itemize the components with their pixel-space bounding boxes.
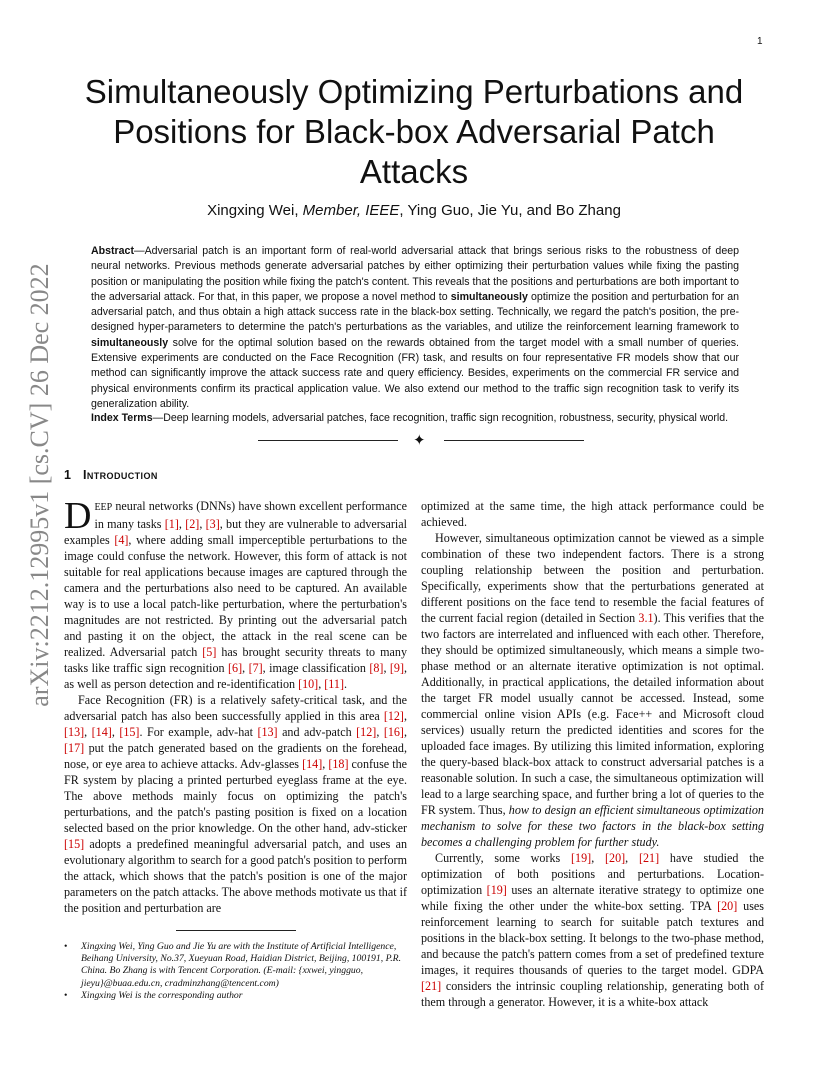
- paper-title: Simultaneously Optimizing Perturbations and Positions for Black-box Adversarial Patch Attacks: [84, 73, 744, 190]
- index-terms-text: —Deep learning models, adversarial patches, face recognition, traffic sign recognition, robustness, security, physical world.: [152, 412, 729, 424]
- text-run: put the patch generated based on the gradients on the forehead, nose, or eye area to achieve attacks. Adv-glasses: [64, 741, 407, 771]
- right-column: [421, 498, 764, 1010]
- abstract: [91, 244, 739, 412]
- text-run: , image classification: [262, 661, 370, 675]
- footnotes: [64, 941, 407, 1002]
- intro-paragraph-1: DEEP neural networks (DNNs) have shown excellent performance in many tasks [1], [2], [3], but they are vulnerable to adversarial examples [4], where adding small imperceptible perturbations to the image could confuse the network. However, this form of attack is not suitable for real applications because images are captured through the camera and the perturbations also need to be captured. An available way is to use a local patch-like perturbation, where the perturbation's magnitudes are not restricted. By printing out the adversarial patch and pasting it on the object, the attack in the real scene can be realized. Adversarial patch [5] has brought security threats to many tasks like traffic sign recognition [6], [7], image classification [8], [9], as well as person detection and re-identification [10], [11].: [64, 495, 408, 691]
- author-membership: Member, IEEE: [302, 202, 400, 219]
- author-first: Xingxing Wei,: [207, 202, 303, 219]
- citation-link[interactable]: [13]: [64, 725, 85, 739]
- citation-link[interactable]: [11]: [324, 677, 344, 691]
- divider-line: [444, 440, 584, 441]
- citation-link[interactable]: [21]: [638, 851, 660, 865]
- citation-link[interactable]: [8]: [369, 661, 384, 675]
- bullet-icon: •: [64, 989, 68, 1001]
- citation-link[interactable]: [4]: [114, 533, 129, 547]
- text-run: Face Recognition (FR) is a relatively safety-critical task, and the adversarial patch has also been successfully applied in this area: [64, 693, 407, 723]
- footnote-corresponding: [64, 990, 407, 1002]
- index-terms: [91, 411, 739, 426]
- arxiv-watermark: [20, 263, 60, 707]
- text-run: , where adding small imperceptible perturbations to the image could confuse the network. However, this form of attack is not suitable for real applications because images are captured through the camera and the perturbations also need to be captured. An available way is to use a local patch-like perturbation, where the perturbation's magnitudes are not restricted. By printing out the adversarial patch and pasting it on the object, the attack in the real scene can be realized. Adversarial patch: [64, 533, 408, 659]
- citation-link[interactable]: [17]: [64, 741, 85, 755]
- text-run: . For example, adv-hat: [139, 725, 258, 739]
- citation-link[interactable]: [12]: [356, 725, 377, 739]
- citation-link[interactable]: [5]: [202, 645, 217, 659]
- author-rest: , Ying Guo, Jie Yu, and Bo Zhang: [399, 202, 621, 219]
- abstract-text: solve for the optimal solution based on the rewards obtained from the target model with a small number of queries. Extensive experiments are conducted on the Face Recognition (FR) task, and results on four representative FR models show that our method can significantly improve the attack success rate and query efficiency. Besides, experiments on the commercial FR service and physical environments confirm its practical application value. We also extend our method to the traffic sign recognition task to verify its generalization ability.: [91, 336, 739, 410]
- abstract-emphasis: simultaneously: [450, 290, 528, 303]
- section-title: Introduction: [82, 468, 158, 482]
- citation-link[interactable]: [3]: [205, 517, 220, 531]
- citation-link[interactable]: [1]: [164, 517, 179, 531]
- citation-link[interactable]: [13]: [257, 725, 278, 739]
- section-divider: [258, 433, 584, 449]
- dropcap: D: [64, 495, 92, 537]
- index-terms-label: Index Terms: [91, 412, 153, 424]
- text-run: and adv-patch: [277, 725, 357, 739]
- citation-link[interactable]: [10]: [298, 677, 319, 691]
- page-number: 1: [757, 36, 763, 47]
- citation-link[interactable]: [15]: [119, 725, 140, 739]
- citation-link[interactable]: [21]: [421, 979, 442, 993]
- citation-link[interactable]: [2]: [185, 517, 200, 531]
- abstract-emphasis: simultaneously: [91, 336, 169, 349]
- citation-link[interactable]: [19]: [571, 851, 592, 865]
- text-run: , as well as person detection and re-identification: [64, 661, 408, 691]
- citation-link[interactable]: [20]: [605, 851, 626, 865]
- text-run: have studied the optimization of both positions and perturbations. Location-optimization: [421, 851, 765, 897]
- section-number: 1: [64, 468, 72, 482]
- text-run: Currently, some works: [435, 851, 572, 865]
- text-run: However, simultaneous optimization cannot be viewed as a simple combination of these two independent factors. There is a strong coupling relationship between the position and perturbation. Specifically, experiments show that the perturbations generated at different positions on the face tend to resemble the facial features of the current facial region (detailed in Section: [421, 531, 764, 625]
- text-run: has brought security threats to many tasks like traffic sign recognition: [64, 645, 407, 675]
- bullet-icon: •: [64, 941, 68, 952]
- footnote-text: Xingxing Wei is the corresponding author: [81, 989, 243, 1001]
- citation-link[interactable]: [12]: [383, 709, 404, 723]
- citation-link[interactable]: [20]: [717, 899, 738, 913]
- citation-link[interactable]: [15]: [64, 837, 85, 851]
- text-run: confuse the FR system by placing a printed perturbed eyeglass frame at the eye. The above methods mainly focus on optimizing the patch's perturbations, and the patch's pasting position is fixed on a location selected based on the prior knowledge. On the other hand, adv-sticker: [64, 757, 407, 835]
- text-run: uses an alternate iterative strategy to optimize one while fixing the other under the white-box setting. TPA: [421, 883, 765, 913]
- citation-link[interactable]: [14]: [302, 757, 323, 771]
- intro-paragraph-2: Face Recognition (FR) is a relatively safety-critical task, and the adversarial patch has also been successfully applied in this area [12], [13], [14], [15]. For example, adv-hat [13] and adv-patch [12], [16], [17] put the patch generated based on the gradients on the forehead, nose, or eye area to achieve attacks. Adv-glasses [14], [18] confuse the FR system by placing a printed perturbed eyeglass frame at the eye. The above methods mainly focus on optimizing the patch's perturbations, and the patch's pasting position is fixed on a location selected based on the prior knowledge. On the other hand, adv-sticker [15] adopts a predefined meaningful adversarial patch, and uses an evolutionary algorithm to search for a good patch's position to perform the attack, which shows that the patch's position is one of the major parameters on the patch attacks. The above methods motivate us that if the position and perturbation are: [64, 693, 407, 915]
- footnote-affiliation: [64, 941, 407, 990]
- abstract-text: optimize the position and perturbation for an adversarial patch, and thus obtain a high attack success rate in the black-box setting. Technically, we regard the patch's position, the pre-designed hyper-parameters to determine the patch's perturbations as the variables, and utilize the reinforcement learning framework to: [91, 290, 739, 334]
- text-run: considers the intrinsic coupling relationship, generating both of them through a generator. However, it is a white-box attack: [421, 979, 764, 1009]
- section-heading: [64, 468, 158, 482]
- divider-line: [258, 440, 398, 441]
- intro-paragraph-4: [421, 530, 764, 850]
- text-run: , but they are vulnerable to adversarial examples: [64, 517, 407, 547]
- citation-link[interactable]: [14]: [91, 725, 112, 739]
- citation-link[interactable]: [19]: [486, 883, 507, 897]
- divider-star-icon: ✦: [413, 433, 426, 449]
- citation-link[interactable]: [16]: [383, 725, 404, 739]
- smallcaps-start: EEP: [94, 502, 113, 513]
- text-run: uses reinforcement learning to search for suitable patch textures and positions in the black-box setting. It belongs to the two-phase method, and because the patch's pattern comes from a set of predefined texture images, it requires thousands of queries to the target model. GDPA: [421, 899, 764, 977]
- section-ref-link[interactable]: 3.1: [638, 611, 654, 625]
- left-column: [64, 495, 408, 916]
- citation-link[interactable]: [6]: [228, 661, 243, 675]
- citation-link[interactable]: [9]: [389, 661, 404, 675]
- footnote-rule: [176, 930, 296, 931]
- citation-link[interactable]: [18]: [328, 757, 349, 771]
- text-run: neural networks (DNNs) have shown excellent performance in many tasks: [94, 499, 407, 531]
- abstract-label: Abstract: [91, 245, 134, 257]
- text-run: ). This verifies that the two factors are interrelated and influenced with each other. Therefore, they should be optimized simultaneously, which means a simple two-phase method or an alternate iterative optimization is not optimal. Additionally, in practical applications, the detailed information about the target FR model usually cannot be accessed. Instead, some commercial online vision APIs (e.g. Face++ and Microsoft cloud services) usually return the predicted identities and scores for the uploaded face images. By utilizing this limited information, exploring the query-based black-box attack to construct adversarial patches is a reasonable solution. In such a case, the simultaneous optimization will lead to a large searching space, and further bring a lot of queries to the FR system. Thus,: [421, 611, 764, 817]
- footnote-text: Xingxing Wei, Ying Guo and Jie Yu are with the Institute of Artificial Intelligence, Beihang University, No.37, Xueyuan Road, Haidian District, Beijing, 100191, P.R. China. Bo Zhang is with Tencent Corporation. (E-mail: {xxwei, yingguo, jieyu}@buaa.edu.cn, cradminzhang@tencent.com): [81, 941, 402, 989]
- intro-paragraph-5: Currently, some works [19], [20], [21] have studied the optimization of both positions and perturbations. Location-optimization [19] uses an alternate iterative strategy to optimize one while fixing the other under the white-box setting. TPA [20] uses reinforcement learning to search for suitable patch textures and positions in the black-box setting. It belongs to the two-phase method, and because the patch's pattern comes from a set of predefined texture images, it requires thousands of queries to the target model. GDPA [21] considers the intrinsic coupling relationship, generating both of them through a generator. However, it is a white-box attack: [421, 851, 765, 1009]
- arxiv-id: arXiv:2212.12995v1 [cs.CV] 26 Dec 2022: [25, 263, 54, 707]
- abstract-text: —Adversarial patch is an important form of real-world adversarial attack that brings serious risks to the robustness of deep neural networks. Previous methods generate adversarial patches by either optimizing their perturbation values while fixing the pasting position or manipulating the position while fixing the patch's content. This reveals that the positions and perturbations are both important to the adversarial attack. For that, in this paper, we propose a novel method to: [91, 245, 739, 303]
- intro-paragraph-3: optimized at the same time, the high attack performance could be achieved.: [421, 499, 764, 529]
- text-run: adopts a predefined meaningful adversarial patch, and uses an evolutionary algorithm to search for a good patch's position to perform the attack, which shows that the patch's position is one of the major parameters on the patch attacks. The above methods motivate us that if the position and perturbation are: [64, 837, 407, 915]
- research-question: how to design an efficient simultaneous optimization mechanism to solve for these two factors in the black-box setting becomes a challenging problem for further study.: [421, 803, 764, 849]
- citation-link[interactable]: [7]: [248, 661, 263, 675]
- author-list: [80, 202, 748, 219]
